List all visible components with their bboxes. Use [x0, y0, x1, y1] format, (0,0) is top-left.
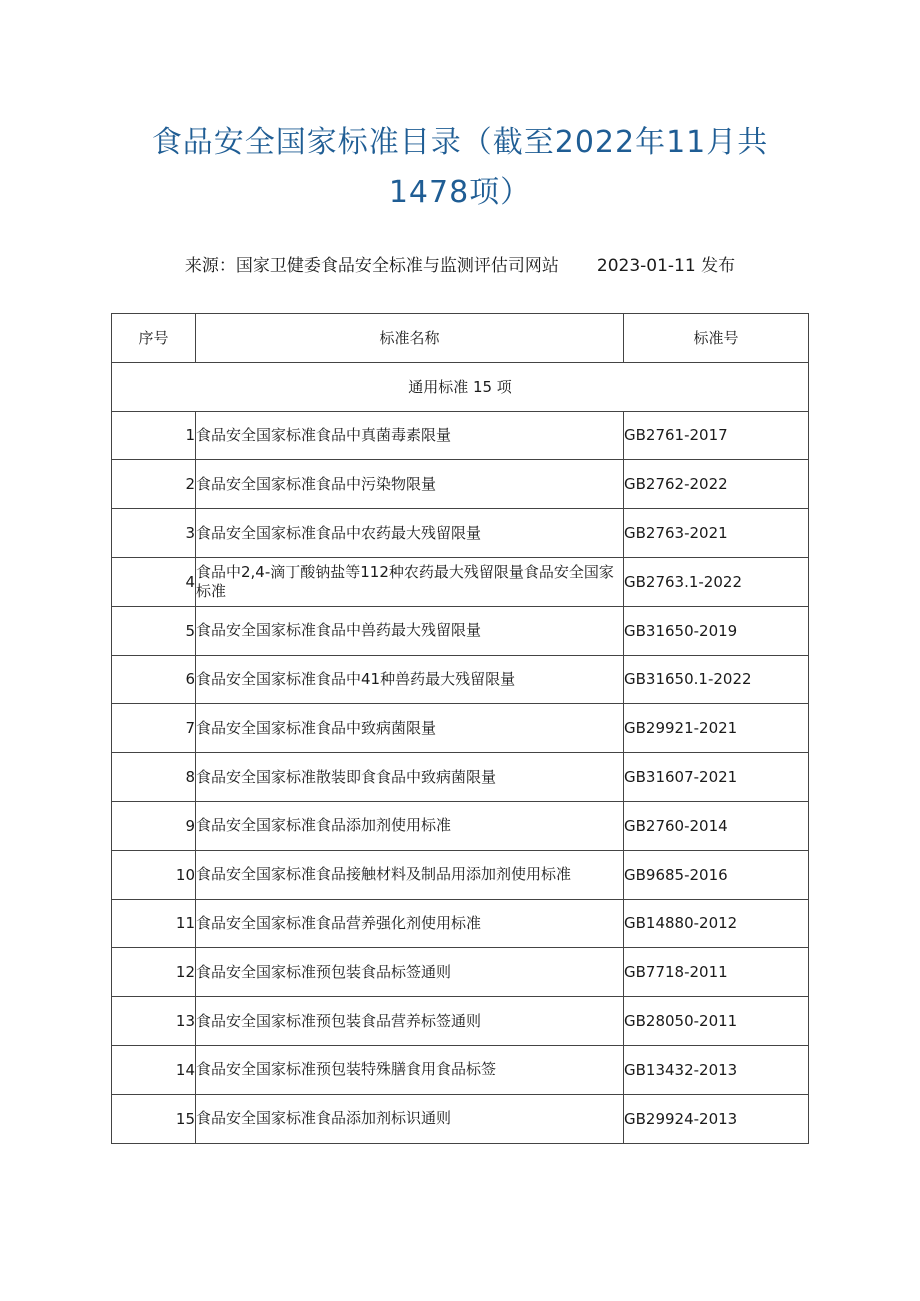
row-no: 1: [112, 411, 196, 460]
row-no: 6: [112, 655, 196, 704]
row-name: 食品安全国家标准预包装特殊膳食用食品标签: [196, 1045, 624, 1094]
row-no: 8: [112, 753, 196, 802]
row-no: 13: [112, 997, 196, 1046]
row-name: 食品安全国家标准预包装食品营养标签通则: [196, 997, 624, 1046]
row-code: GB2763.1-2022: [624, 557, 809, 606]
row-no: 4: [112, 557, 196, 606]
row-no: 14: [112, 1045, 196, 1094]
source-text: 来源：国家卫健委食品安全标准与监测评估司网站: [184, 256, 559, 276]
table-row: [112, 997, 809, 1046]
row-code: GB14880-2012: [624, 899, 809, 948]
section-row: [112, 362, 809, 411]
row-no: 2: [112, 460, 196, 509]
row-name: 食品安全国家标准食品中41种兽药最大残留限量: [196, 655, 624, 704]
row-code: GB13432-2013: [624, 1045, 809, 1094]
standards-table: [111, 313, 809, 1144]
table-row: [112, 1045, 809, 1094]
table-row: [112, 948, 809, 997]
row-code: GB29924-2013: [624, 1094, 809, 1143]
row-code: GB28050-2011: [624, 997, 809, 1046]
row-code: GB7718-2011: [624, 948, 809, 997]
row-code: GB31650-2019: [624, 606, 809, 655]
row-name: 食品安全国家标准食品添加剂使用标准: [196, 801, 624, 850]
row-no: 10: [112, 850, 196, 899]
row-no: 7: [112, 704, 196, 753]
table-row: [112, 704, 809, 753]
row-code: GB31650.1-2022: [624, 655, 809, 704]
row-name: 食品安全国家标准食品接触材料及制品用添加剂使用标准: [196, 850, 624, 899]
row-no: 5: [112, 606, 196, 655]
row-code: GB2761-2017: [624, 411, 809, 460]
header-name: 标准名称: [196, 314, 624, 363]
row-name: 食品安全国家标准食品营养强化剂使用标准: [196, 899, 624, 948]
table-row: [112, 753, 809, 802]
table-row: [112, 460, 809, 509]
table-row: [112, 411, 809, 460]
row-code: GB2763-2021: [624, 509, 809, 558]
row-no: 11: [112, 899, 196, 948]
table-row: [112, 509, 809, 558]
table-row: [112, 899, 809, 948]
row-no: 12: [112, 948, 196, 997]
section-label: 通用标准 15 项: [112, 362, 809, 411]
document-title: 食品安全国家标准目录（截至2022年11月共1478项）: [151, 125, 769, 210]
row-no: 9: [112, 801, 196, 850]
row-no: 15: [112, 1094, 196, 1143]
row-code: GB2760-2014: [624, 801, 809, 850]
row-name: 食品安全国家标准食品中真菌毒素限量: [196, 411, 624, 460]
table-header-row: [112, 314, 809, 363]
row-name: 食品安全国家标准食品中农药最大残留限量: [196, 509, 624, 558]
row-name: 食品安全国家标准食品中致病菌限量: [196, 704, 624, 753]
publish-date: 2023-01-11 发布: [596, 256, 736, 276]
header-no: 序号: [112, 314, 196, 363]
table-row: [112, 850, 809, 899]
source-line: [0, 254, 920, 278]
row-name: 食品安全国家标准食品中污染物限量: [196, 460, 624, 509]
table-row: [112, 1094, 809, 1143]
row-code: GB29921-2021: [624, 704, 809, 753]
row-name: 食品中2,4-滴丁酸钠盐等112种农药最大残留限量食品安全国家标准: [196, 557, 624, 606]
table-row: [112, 557, 809, 606]
row-code: GB9685-2016: [624, 850, 809, 899]
row-name: 食品安全国家标准食品中兽药最大残留限量: [196, 606, 624, 655]
row-no: 3: [112, 509, 196, 558]
table-row: [112, 801, 809, 850]
row-name: 食品安全国家标准散装即食食品中致病菌限量: [196, 753, 624, 802]
table-row: [112, 655, 809, 704]
header-code: 标准号: [624, 314, 809, 363]
row-code: GB31607-2021: [624, 753, 809, 802]
row-name: 食品安全国家标准食品添加剂标识通则: [196, 1094, 624, 1143]
table-row: [112, 606, 809, 655]
row-code: GB2762-2022: [624, 460, 809, 509]
row-name: 食品安全国家标准预包装食品标签通则: [196, 948, 624, 997]
